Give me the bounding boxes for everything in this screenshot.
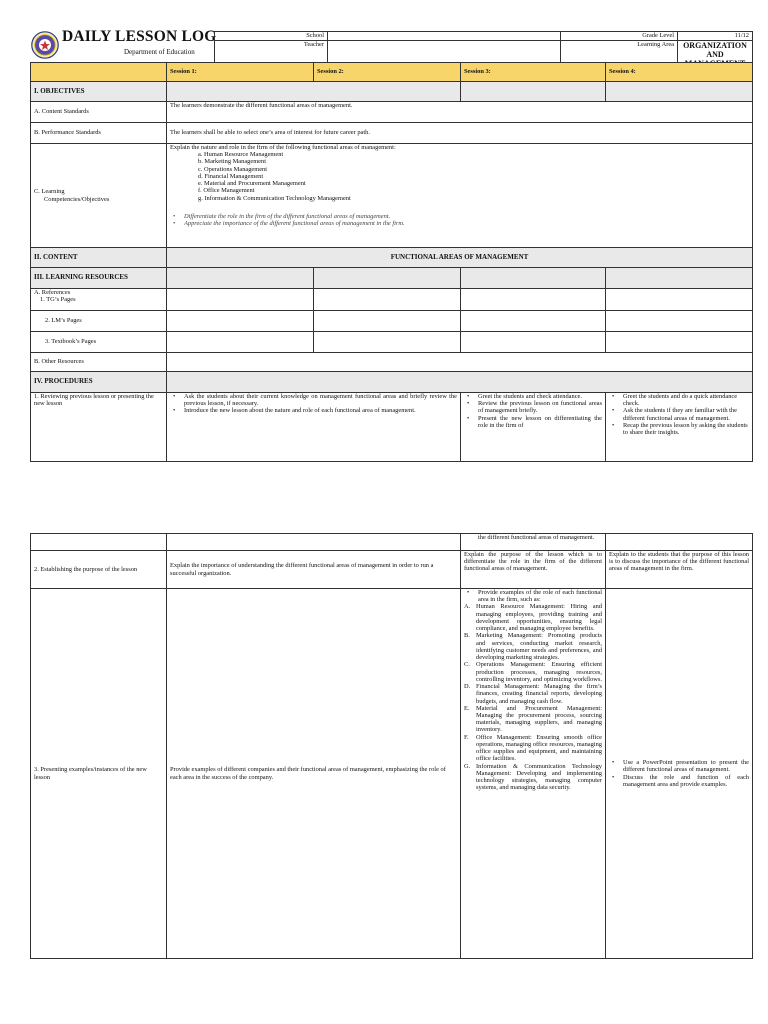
- content-standards-text: The learners demonstrate the different functional areas of management.: [167, 102, 753, 123]
- reviewing-bullet: • Greet the students and check attendance.: [464, 393, 602, 400]
- functional-area-item: A. Human Resource Management: Hiring and managing employees, providing training and development opportunities, ensuring legal compliance, and managing employee benefits.: [464, 603, 602, 633]
- objectives-blank-4: [606, 82, 753, 102]
- competency-bullet: • Appreciate the importance of the different functional areas of management in the firm.: [170, 220, 749, 227]
- blank-cell: [167, 332, 314, 353]
- competency-item: a. Human Resource Management: [198, 151, 284, 159]
- establishing-session1: Explain the importance of understanding the different functional areas of management in order to run a successful organization.: [167, 551, 461, 589]
- blank-cell: [461, 289, 606, 311]
- blank-cell: [606, 268, 753, 289]
- functional-area-item: D. Financial Management: Managing the firm’s finances, creating financial reports, developing budgets, and managing cash flow.: [464, 683, 602, 705]
- establishing-session4: Explain to the students that the purpose of this lesson is to discuss the importance of the different functional areas of management in the firm.: [606, 551, 753, 589]
- teaching-dates-label: Teaching Dates and Time: [215, 69, 328, 78]
- presenting-intro: • Provide examples of the role of each functional area in the firm, such as:: [464, 589, 602, 603]
- reviewing-session3-continued: the different functional areas of management.: [461, 534, 606, 551]
- competencies-items: [170, 151, 749, 202]
- procedures-section: IV. PROCEDURES: [31, 372, 167, 393]
- reviewing-bullet: • Ask the students if they are familiar with the different functional areas of management.: [609, 407, 749, 421]
- school-label: School: [215, 32, 328, 41]
- session-3-header: Session 3:: [461, 63, 606, 82]
- competencies-bullets: [170, 213, 749, 227]
- content-topic: FUNCTIONAL AREAS OF MANAGEMENT: [167, 248, 753, 268]
- performance-standards-label: B. Performance Standards: [31, 123, 167, 144]
- competency-item: g. Information & Communication Technology Management: [198, 194, 351, 202]
- reviewing-bullet: • Ask the students about their current knowledge on management functional areas and briefly review the previous lesson, if necessary.: [170, 393, 457, 407]
- lesson-log-table-page1: [30, 62, 753, 462]
- presenting-session1: Provide examples of different companies and their functional areas of management, emphasizing the role of each area in the success of the company.: [167, 589, 461, 959]
- reviewing-session3: [461, 393, 606, 462]
- reviewing-session4: [606, 393, 753, 462]
- reviewing-label: 1. Reviewing previous lesson or presenting the new lesson: [31, 393, 167, 462]
- presenting-label: 3. Presenting examples/instances of the new lesson: [31, 589, 167, 959]
- functional-area-item: B. Marketing Management: Promoting products and services, conducting market research, identifying customer needs and preferences, and developing marketing strategies.: [464, 632, 602, 662]
- presenting-session4: [606, 589, 753, 959]
- department-name: Department of Education: [124, 48, 195, 56]
- deped-seal-icon: [31, 31, 59, 59]
- blank-cell: [461, 332, 606, 353]
- lesson-log-table-page2: [30, 533, 753, 959]
- reviewing-bullet: • Present the new lesson on differentiating the role in the firm of: [464, 415, 602, 429]
- week-value: WEEK 7: [328, 69, 561, 78]
- presenting-bullet: • Use a PowerPoint presentation to present the different functional areas of management.: [609, 759, 749, 773]
- references-title: A. References: [34, 289, 71, 296]
- learning-resources-section: III. LEARNING RESOURCES: [31, 268, 167, 289]
- content-section: II. CONTENT: [31, 248, 167, 268]
- tg-pages-label: 1. TG’s Pages: [40, 296, 76, 304]
- competency-item: b. Marketing Management: [198, 158, 266, 166]
- quarter-label: Quarter: [561, 69, 678, 78]
- competency-bullet: • Differentiate the role in the firm of the different functional areas of management.: [170, 213, 749, 220]
- establishing-session3: Explain the purpose of the lesson which is to differentiate the role in the firm of the different functional areas of management.: [461, 551, 606, 589]
- competencies-label: [31, 144, 167, 248]
- blank-cell: [461, 268, 606, 289]
- reviewing-bullet: • Recap the previous lesson by asking the students to share their insights.: [609, 422, 749, 436]
- blank-cell: [314, 268, 461, 289]
- presenting-bullet: • Discuss the role and function of each management area and provide examples.: [609, 774, 749, 788]
- blank-cell: [167, 534, 461, 551]
- blank-cell: [167, 372, 753, 393]
- competencies-text: [167, 144, 753, 248]
- competency-item: f. Office Management: [198, 187, 255, 195]
- blank-cell: [606, 534, 753, 551]
- blank-cell: [606, 289, 753, 311]
- establishing-label: 2. Establishing the purpose of the lesson: [31, 551, 167, 589]
- performance-standards-text: The learners shall be able to select one’s area of interest for future career path.: [167, 123, 753, 144]
- competency-item: e. Material and Procurement Management: [198, 180, 306, 188]
- references-label: [31, 289, 167, 311]
- functional-area-item: G. Information & Communication Technology Management: Developing and implementing technology strategies, managing computer systems, and managing data security.: [464, 762, 602, 792]
- lm-pages-label: 2. LM’s Pages: [31, 311, 167, 332]
- grade-level-label: Grade Level: [561, 32, 678, 41]
- page-title: DAILY LESSON LOG: [62, 28, 217, 45]
- objectives-section: I. OBJECTIVES: [31, 82, 167, 102]
- session-4-header: Session 4:: [606, 63, 753, 82]
- functional-area-item: C. Operations Management: Ensuring efficient production processes, managing resources, controlling inventory, and optimizing workflows.: [464, 661, 602, 683]
- objectives-blank: [167, 82, 461, 102]
- competencies-label-line2: Competencies/Objectives: [44, 195, 110, 203]
- functional-area-item: E. Material and Procurement Management: Managing the procurement process, sourcing materials, managing suppliers, and managing inventory.: [464, 704, 602, 734]
- reviewing-bullet: • Greet the students and do a quick attendance check.: [609, 393, 749, 407]
- blank-cell: [314, 311, 461, 332]
- blank-cell: [606, 332, 753, 353]
- blank-cell: [167, 268, 314, 289]
- blank-cell: [167, 289, 314, 311]
- session-2-header: Session 2:: [314, 63, 461, 82]
- quarter-value: QUARTER 2: [678, 69, 753, 78]
- content-standards-label: A. Content Standards: [31, 102, 167, 123]
- blank-cell: [461, 311, 606, 332]
- teacher-label: Teacher: [215, 41, 328, 69]
- blank-cell: [314, 289, 461, 311]
- competencies-intro: Explain the nature and role in the firm of the following functional areas of management:: [170, 144, 396, 151]
- grade-level-value: 11/12: [678, 32, 753, 41]
- competency-item: d. Financial Management: [198, 172, 264, 180]
- blank-cell: [167, 353, 753, 372]
- reviewing-bullet: • Review the previous lesson on functional areas of management briefly.: [464, 400, 602, 414]
- blank-header-cell: [31, 63, 167, 82]
- blank-cell: [167, 311, 314, 332]
- presenting-session3: [461, 589, 606, 959]
- competencies-label-line1: C. Learning: [34, 188, 65, 196]
- blank-cell: [314, 332, 461, 353]
- functional-area-item: F. Office Management: Ensuring smooth office operations, managing office resources, managing office supplies and equipment, and maintaining office facilities.: [464, 733, 602, 763]
- session-1-header: Session 1:: [167, 63, 314, 82]
- other-resources-label: B. Other Resources: [31, 353, 167, 372]
- reviewing-session1: [167, 393, 461, 462]
- blank-cell: [606, 311, 753, 332]
- textbook-pages-label: 3. Textbook’s Pages: [31, 332, 167, 353]
- learning-area-value: ORGANIZATION AND MANAGEMENT: [678, 41, 753, 69]
- objectives-blank-3: [461, 82, 606, 102]
- blank-cell: [31, 534, 167, 551]
- competency-item: c. Operations Management: [198, 165, 268, 173]
- school-value: [328, 32, 561, 41]
- reviewing-bullet: • Introduce the new lesson about the nature and role of each functional area of management.: [170, 407, 457, 414]
- learning-area-label: Learning Area: [561, 41, 678, 69]
